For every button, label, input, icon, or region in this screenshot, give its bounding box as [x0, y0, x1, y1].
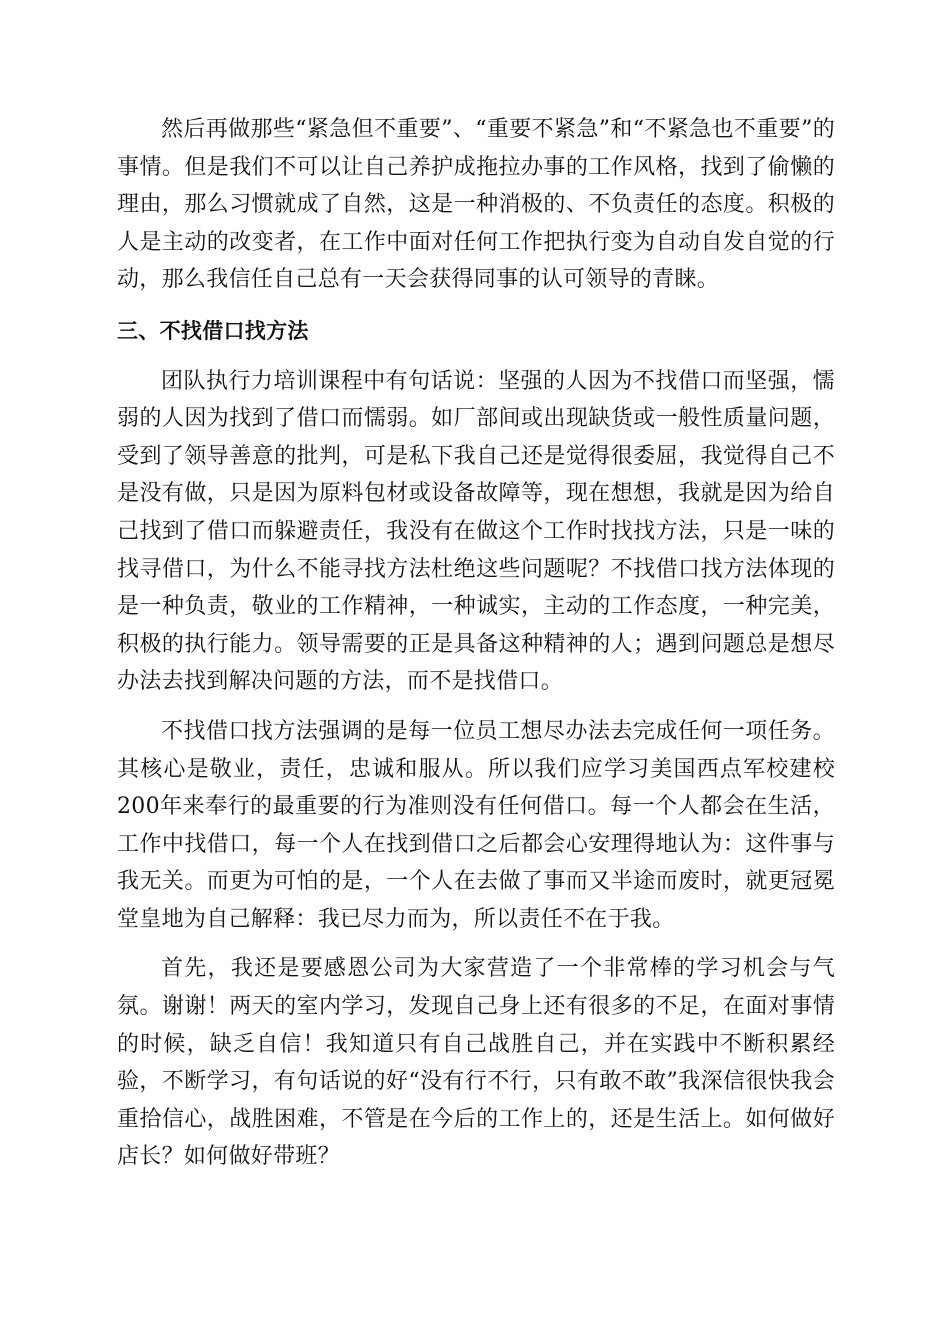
paragraph-west-point: 不找借口找方法强调的是每一位员工想尽办法去完成任何一项任务。其核心是敬业，责任，忠诚和服从。所以我们应学习美国西点军校建校200年来奉行的最重要的行为准则没有任何借口。每一个人都会在生活，工作中找借口，每一个人在找到借口之后都会心安理得地认为：这件事与我无关。而更为可怕的是，一个人在去做了事而又半途而废时，就更冠冕堂皇地为自己解释：我已尽力而为，所以责任不在于我。: [117, 718, 835, 932]
document-body: [117, 111, 835, 1176]
section-heading: 三、不找借口找方法: [117, 318, 309, 343]
paragraph-no-excuses: 团队执行力培训课程中有句话说：坚强的人因为不找借口而坚强，懦弱的人因为找到了借口而懦弱。如厂部间或出现缺货或一般性质量问题，受到了领导善意的批判，可是私下我自己还是觉得很委屈，我觉得自己不是没有做，只是因为原料包材或设备故障等，现在想想，我就是因为给自己找到了借口而躲避责任，我没有在做这个工作时找找方法，只是一味的找寻借口，为什么不能寻找方法杜绝这些问题呢？不找借口找方法体现的是一种负责，敬业的工作精神，一种诚实，主动的工作态度，一种完美，积极的执行能力。领导需要的正是具备这种精神的人；遇到问题总是想尽办法去找到解决问题的方法，而不是找借口。: [117, 368, 835, 695]
paragraph-gratitude: 首先，我还是要感恩公司为大家营造了一个非常棒的学习机会与气氛。谢谢！两天的室内学习，发现自己身上还有很多的不足，在面对事情的时候，缺乏自信！我知道只有自己战胜自己，并在实践中不断积累经验，不断学习，有句话说的好“没有行不行，只有敢不敢”我深信很快我会重拾信心，战胜困难，不管是在今后的工作上的，还是生活上。如何做好店长？如何做好带班？: [117, 956, 835, 1170]
paragraph-priorities: 然后再做那些“紧急但不重要”、“重要不紧急”和“不紧急也不重要”的事情。但是我们不可以让自己养护成拖拉办事的工作风格，找到了偷懒的理由，那么习惯就成了自然，这是一种消极的、不负责任的态度。积极的人是主动的改变者，在工作中面对任何工作把执行变为自动自发自觉的行动，那么我信任自己总有一天会获得同事的认可领导的青睐。: [117, 117, 835, 293]
